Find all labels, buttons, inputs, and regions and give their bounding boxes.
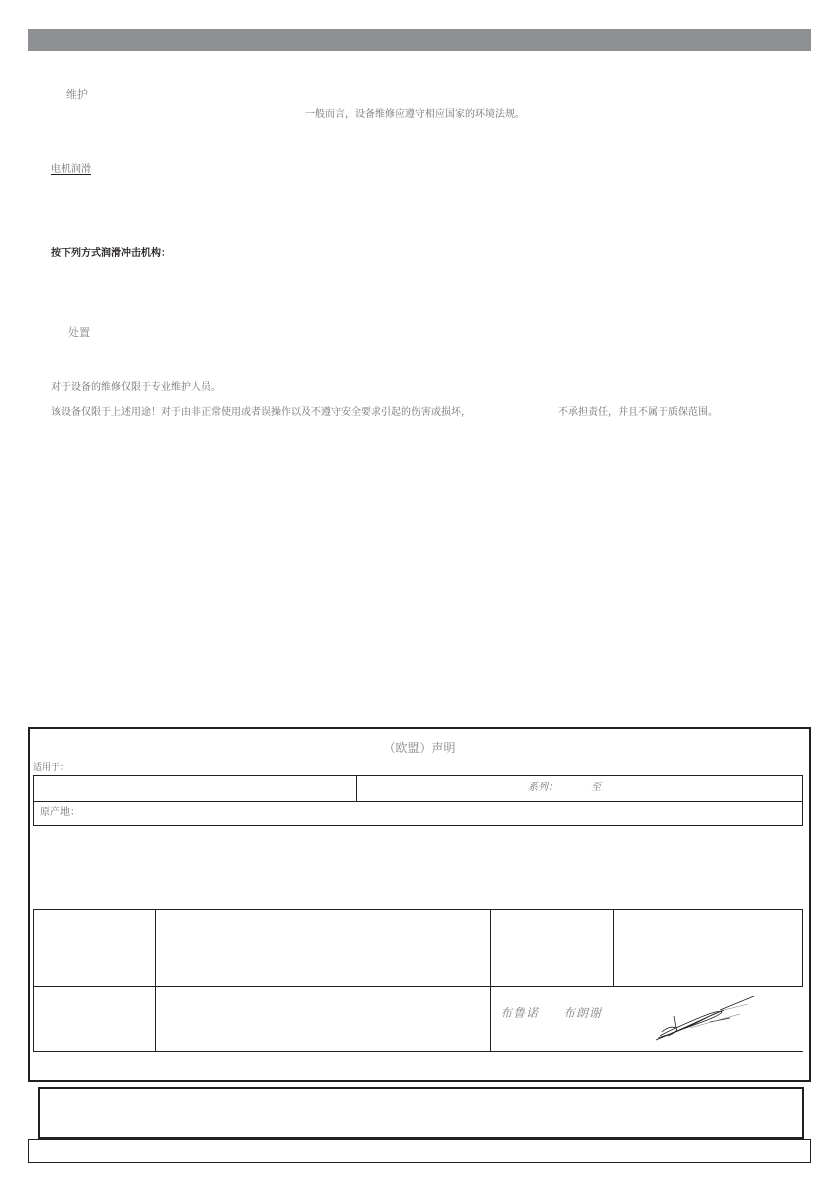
sign-table-col-2 — [490, 909, 491, 1052]
disposal-line-2: 该设备仅限于上述用途！对于由非正常使用或者误操作以及不遵守安全要求引起的伤害或损坏， — [51, 407, 471, 418]
motor-lubrication-link[interactable]: 电机润滑 — [51, 164, 91, 175]
sign-table-top — [33, 909, 803, 910]
applies-to-label: 适用于： — [33, 763, 70, 773]
disposal-heading: 处置 — [68, 326, 90, 339]
disposal-line-1: 对于设备的维修仅限于专业维护人员。 — [51, 382, 221, 393]
to-label: 至 — [591, 782, 601, 793]
notice-box — [38, 1087, 804, 1139]
signatory-2: 布朗谢 — [563, 1006, 603, 1020]
signature-icon — [650, 992, 760, 1044]
sign-table-col-3 — [613, 909, 614, 987]
sign-table-mid — [33, 986, 803, 987]
signatory-1: 布鲁诺 — [500, 1006, 540, 1020]
sign-table-left — [33, 909, 34, 1052]
series-label: 系列： — [528, 782, 558, 793]
maintenance-heading: 维护 — [66, 88, 88, 101]
sign-table-col-1 — [155, 909, 156, 1052]
product-table-row-divider — [33, 801, 803, 802]
origin-label: 原产地： — [40, 807, 80, 818]
sign-table-bottom — [33, 1051, 803, 1052]
lubrication-instruction: 按下列方式润滑冲击机构： — [51, 248, 171, 259]
product-table-col-divider — [356, 775, 357, 801]
declaration-title: （欧盟）声明 — [383, 741, 456, 755]
header-bar — [28, 29, 811, 51]
disposal-line-3: 不承担责任，并且不属于质保范围。 — [558, 407, 718, 418]
footer-box — [28, 1139, 811, 1163]
maintenance-intro: 一般而言，设备维修应遵守相应国家的环境法规。 — [305, 109, 525, 120]
sign-table-right — [802, 909, 803, 987]
